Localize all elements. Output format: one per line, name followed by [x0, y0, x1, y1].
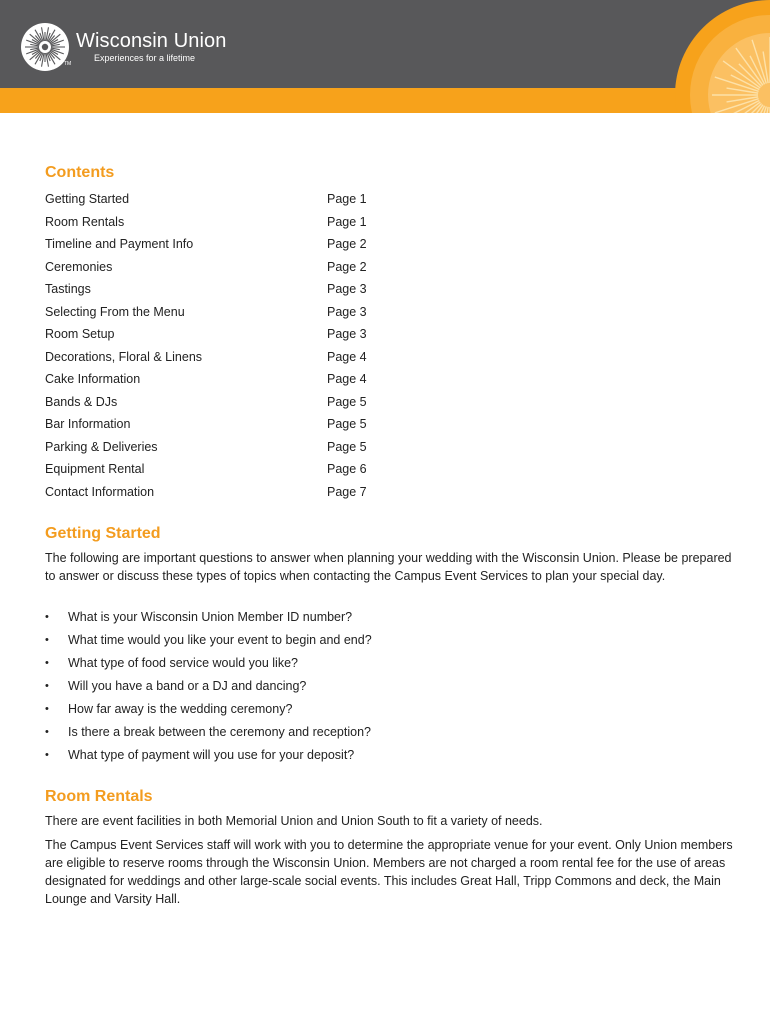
toc-row: [45, 391, 735, 414]
toc-page: Page 2: [327, 237, 367, 252]
toc-page: Page 3: [327, 327, 367, 342]
toc-page: Page 5: [327, 394, 367, 409]
toc-row: [45, 188, 735, 211]
question-item: • How far away is the wedding ceremony?: [45, 697, 735, 720]
toc-row: [45, 233, 735, 256]
question-item: • What type of food service would you like?: [45, 651, 735, 674]
toc-page: Page 7: [327, 484, 367, 499]
toc-row: [45, 301, 735, 324]
toc-page: Page 4: [327, 372, 367, 387]
toc-title: Equipment Rental: [45, 462, 145, 477]
toc-title: Tastings: [45, 282, 91, 297]
getting-started-heading: Getting Started: [45, 525, 161, 542]
document-body: [45, 164, 735, 908]
toc-page: Page 3: [327, 282, 367, 297]
room-rentals-heading: Room Rentals: [45, 788, 153, 805]
toc-row: [45, 413, 735, 436]
toc-title: Decorations, Floral & Linens: [45, 349, 203, 364]
toc-row: [45, 458, 735, 481]
question-item: • Will you have a band or a DJ and dancing?: [45, 674, 735, 697]
contents-heading: Contents: [45, 164, 115, 181]
room-rentals-paragraph-1: There are event facilities in both Memorial Union and Union South to fit a variety of needs.: [45, 814, 543, 828]
toc-page: Page 5: [327, 417, 367, 432]
toc-page: Page 1: [327, 192, 367, 207]
toc-row: [45, 368, 735, 391]
toc-row: [45, 278, 735, 301]
toc-row: [45, 211, 735, 234]
toc-row: [45, 481, 735, 504]
toc-title: Room Setup: [45, 327, 115, 342]
toc-title: Ceremonies: [45, 259, 113, 274]
question-item: • What time would you like your event to begin and end?: [45, 628, 735, 651]
toc-row: [45, 436, 735, 459]
toc-row: [45, 323, 735, 346]
toc-page: Page 1: [327, 214, 367, 229]
wisconsin-union-logo-icon: [20, 22, 70, 72]
question-item: • What is your Wisconsin Union Member ID number?: [45, 605, 735, 628]
toc-title: Getting Started: [45, 192, 130, 207]
toc-title: Selecting From the Menu: [45, 304, 185, 319]
brand-tagline: Experiences for a lifetime: [94, 53, 196, 63]
question-item: • What type of payment will you use for your deposit?: [45, 743, 735, 766]
page-header: [0, 0, 770, 113]
toc-row: [45, 256, 735, 279]
brand-name: Wisconsin Union: [76, 30, 227, 52]
toc-title: Timeline and Payment Info: [45, 237, 194, 252]
toc-row: [45, 346, 735, 369]
toc-page: Page 6: [327, 462, 367, 477]
toc-title: Bands & DJs: [45, 394, 118, 409]
trademark-symbol: TM: [64, 61, 72, 67]
room-rentals-section: [45, 788, 735, 908]
toc-page: Page 5: [327, 439, 367, 454]
questions-list: [45, 605, 735, 766]
room-rentals-paragraph-2: The Campus Event Services staff will work with you to determine the appropriate venue for your event. Only Union members are eligible to reserve rooms through the Wisconsin Union. Members are not charged a room rental fee for the use of areas designated for weddings and other large-scale social events. This includes Great Hall, Tripp Commons and deck, the Main Lounge and Varsity Hall.: [45, 838, 733, 906]
toc-page: Page 4: [327, 349, 367, 364]
toc-title: Parking & Deliveries: [45, 439, 158, 454]
getting-started-section: [45, 525, 735, 766]
toc-title: Bar Information: [45, 417, 131, 432]
toc-title: Cake Information: [45, 372, 141, 387]
getting-started-intro: The following are important questions to answer when planning your wedding with the Wisconsin Union. Please be prepared to answer or discuss these types of topics when contacting the Campus Event Services to plan your special day.: [45, 551, 732, 583]
toc-title: Room Rentals: [45, 214, 125, 229]
table-of-contents: [45, 188, 735, 503]
toc-page: Page 3: [327, 304, 367, 319]
question-item: • Is there a break between the ceremony and reception?: [45, 720, 735, 743]
toc-title: Contact Information: [45, 484, 155, 499]
toc-page: Page 2: [327, 259, 367, 274]
